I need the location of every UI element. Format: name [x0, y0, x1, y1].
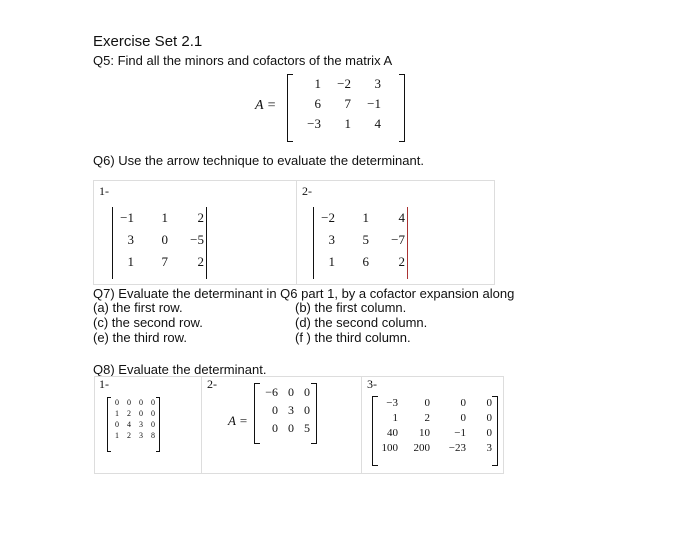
title: Exercise Set 2.1	[93, 33, 203, 50]
matrix-entry: 3	[374, 76, 381, 91]
q6-table	[93, 180, 495, 285]
matrix-entry: 0	[486, 397, 492, 409]
matrix-entry: 1	[115, 431, 119, 440]
matrix-entry: 2	[197, 210, 204, 225]
matrix-entry: 2	[127, 431, 131, 440]
q6-text: Q6) Use the arrow technique to evaluate the determinant.	[93, 153, 424, 168]
matrix-entry: 2	[197, 254, 204, 269]
matrix-entry: 0	[272, 403, 278, 417]
matrix-entry: 3	[139, 420, 143, 429]
matrix-entry: −6	[265, 385, 278, 399]
matrix-entry: 3	[328, 232, 335, 247]
matrix-entry: −5	[190, 232, 204, 247]
q5-text: Q5: Find all the minors and cofactors of the matrix A	[93, 53, 393, 68]
matrix-entry: 0	[460, 397, 466, 409]
q6-part1-label: 1-	[99, 184, 109, 198]
q7-option-b: (b) the first column.	[295, 300, 407, 315]
matrix-entry: 0	[304, 385, 310, 399]
matrix-entry: 6	[314, 96, 321, 111]
matrix-entry: 4	[398, 210, 405, 225]
q7-text: Q7) Evaluate the determinant in Q6 part 1, by a cofactor expansion along	[93, 286, 515, 301]
matrix-entry: −3	[307, 116, 321, 131]
q7-option-c: (c) the second row.	[93, 315, 203, 330]
matrix-entry: 0	[151, 409, 155, 418]
matrix-entry: 0	[115, 420, 119, 429]
q8-part1-matrix	[107, 397, 160, 452]
matrix-entry: 7	[161, 254, 168, 269]
matrix-entry: 2	[398, 254, 405, 269]
matrix-entry: 0	[486, 427, 492, 439]
matrix-entry: 1	[344, 116, 351, 131]
matrix-entry: 0	[115, 398, 119, 407]
matrix-entry: 200	[413, 442, 430, 454]
matrix-entry: 1	[127, 254, 134, 269]
q6-part2-label: 2-	[302, 184, 312, 198]
matrix-entry: 1	[392, 412, 398, 424]
matrix-entry: −1	[454, 427, 466, 439]
q5-matrix	[287, 74, 405, 142]
matrix-entry: 1	[328, 254, 335, 269]
matrix-entry: −23	[448, 442, 466, 454]
matrix-entry: 0	[288, 385, 294, 399]
matrix-entry: 0	[139, 409, 143, 418]
matrix-entry: 2	[127, 409, 131, 418]
q8-part1-label: 1-	[99, 377, 109, 391]
q6-part1-matrix	[112, 207, 207, 279]
matrix-entry: 0	[127, 398, 131, 407]
matrix-entry: 3	[127, 232, 134, 247]
q7-option-e: (e) the third row.	[93, 330, 187, 345]
matrix-entry: 0	[304, 403, 310, 417]
matrix-entry: −7	[391, 232, 405, 247]
matrix-entry: 0	[139, 398, 143, 407]
matrix-entry: 2	[424, 412, 430, 424]
matrix-entry: 6	[362, 254, 369, 269]
q8-part2-label: 2-	[207, 377, 217, 391]
q7-option-d: (d) the second column.	[295, 315, 428, 330]
matrix-entry: 3	[486, 442, 492, 454]
q5-lhs: A =	[255, 98, 277, 113]
q7-option-a: (a) the first row.	[93, 300, 183, 315]
matrix-entry: 3	[288, 403, 294, 417]
matrix-entry: 5	[362, 232, 369, 247]
matrix-entry: 10	[419, 427, 430, 439]
matrix-entry: 1	[115, 409, 119, 418]
matrix-entry: 40	[387, 427, 398, 439]
q8-part2-matrix	[254, 383, 317, 444]
matrix-entry: 5	[304, 421, 310, 435]
matrix-entry: 0	[460, 412, 466, 424]
matrix-entry: 4	[374, 116, 381, 131]
matrix-entry: 0	[272, 421, 278, 435]
matrix-entry: 4	[127, 420, 131, 429]
matrix-entry: 0	[486, 412, 492, 424]
matrix-entry: −2	[337, 76, 351, 91]
matrix-entry: 0	[424, 397, 430, 409]
q6-part2-matrix	[313, 207, 408, 279]
matrix-entry: −2	[321, 210, 335, 225]
q8-part3-matrix	[372, 396, 498, 466]
q8-text: Q8) Evaluate the determinant.	[93, 362, 267, 377]
matrix-entry: −1	[367, 96, 381, 111]
matrix-entry: 1	[161, 210, 168, 225]
matrix-entry: 100	[381, 442, 398, 454]
matrix-entry: 0	[151, 420, 155, 429]
q8-part2-lhs: A =	[228, 413, 248, 428]
matrix-entry: 0	[161, 232, 168, 247]
q8-table	[94, 376, 504, 474]
matrix-entry: 0	[288, 421, 294, 435]
matrix-entry: −1	[120, 210, 134, 225]
matrix-entry: 1	[314, 76, 321, 91]
matrix-entry: 3	[139, 431, 143, 440]
matrix-entry: 7	[344, 96, 351, 111]
matrix-entry: 1	[362, 210, 369, 225]
q7-option-f: (f ) the third column.	[295, 330, 411, 345]
matrix-entry: 0	[151, 398, 155, 407]
matrix-entry: −3	[386, 397, 398, 409]
matrix-entry: 8	[151, 431, 155, 440]
q8-part3-label: 3-	[367, 377, 377, 391]
